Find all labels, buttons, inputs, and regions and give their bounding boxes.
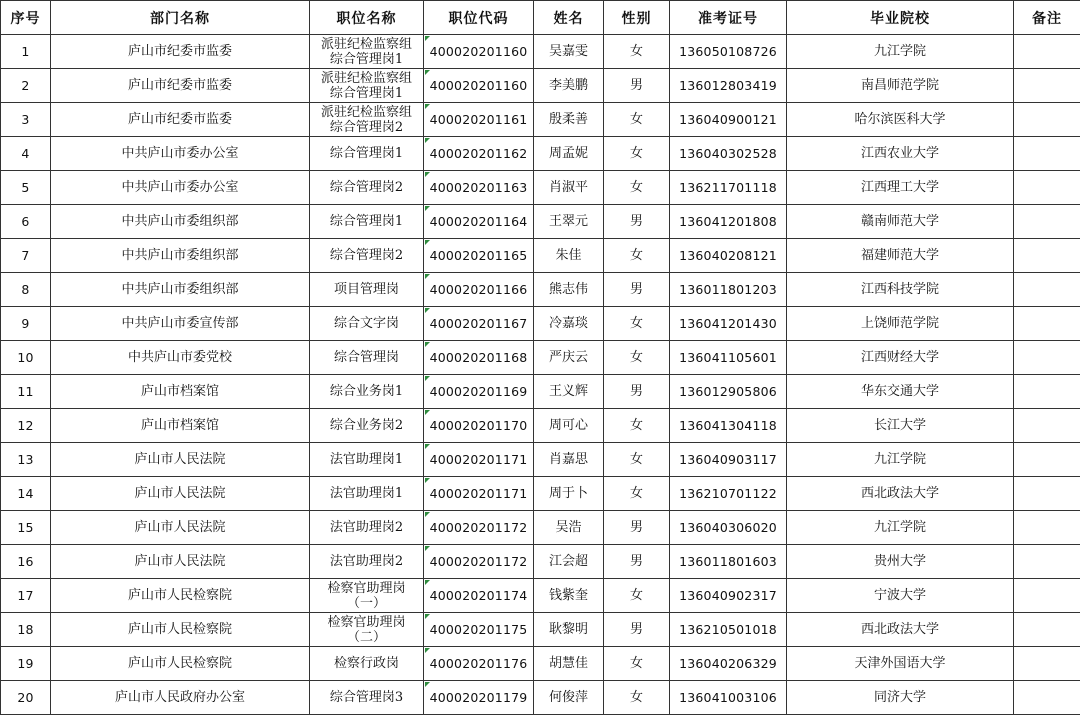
cell-position: 综合管理岗2: [310, 239, 424, 273]
cell-code: 400020201163: [424, 171, 534, 205]
cell-seq: 13: [1, 443, 51, 477]
cell-name: 朱佳: [534, 239, 604, 273]
cell-code: 400020201161: [424, 103, 534, 137]
cell-note: [1014, 681, 1080, 715]
cell-school: 西北政法大学: [787, 477, 1014, 511]
table-row: [1, 239, 1080, 273]
cell-position: 综合业务岗2: [310, 409, 424, 443]
cell-seq: 16: [1, 545, 51, 579]
cell-school: 上饶师范学院: [787, 307, 1014, 341]
cell-note: [1014, 477, 1080, 511]
cell-school: 九江学院: [787, 443, 1014, 477]
table-row: [1, 273, 1080, 307]
table-row: [1, 579, 1080, 613]
cell-note: [1014, 443, 1080, 477]
table-row: [1, 69, 1080, 103]
cell-school: 西北政法大学: [787, 613, 1014, 647]
cell-position: 检察官助理岗（二）: [310, 613, 424, 647]
cell-school: 福建师范大学: [787, 239, 1014, 273]
header-row: [1, 1, 1080, 35]
cell-ticket: 136210501018: [670, 613, 787, 647]
cell-position: 派驻纪检监察组综合管理岗2: [310, 103, 424, 137]
cell-dept: 庐山市人民检察院: [51, 613, 310, 647]
cell-position: 派驻纪检监察组综合管理岗1: [310, 35, 424, 69]
cell-code: 400020201169: [424, 375, 534, 409]
cell-ticket: 136012803419: [670, 69, 787, 103]
cell-note: [1014, 341, 1080, 375]
cell-ticket: 136012905806: [670, 375, 787, 409]
cell-code: 400020201172: [424, 545, 534, 579]
cell-note: [1014, 545, 1080, 579]
cell-code: 400020201176: [424, 647, 534, 681]
cell-seq: 14: [1, 477, 51, 511]
cell-seq: 6: [1, 205, 51, 239]
cell-position: 综合管理岗2: [310, 171, 424, 205]
cell-school: 华东交通大学: [787, 375, 1014, 409]
cell-name: 何俊萍: [534, 681, 604, 715]
cell-note: [1014, 273, 1080, 307]
cell-code: 400020201170: [424, 409, 534, 443]
cell-code: 400020201179: [424, 681, 534, 715]
cell-dept: 庐山市人民法院: [51, 545, 310, 579]
cell-seq: 7: [1, 239, 51, 273]
table-row: [1, 681, 1080, 715]
cell-code: 400020201160: [424, 35, 534, 69]
col-header-gender: 性别: [604, 1, 670, 35]
table-row: [1, 477, 1080, 511]
cell-code: 400020201168: [424, 341, 534, 375]
cell-ticket: 136040900121: [670, 103, 787, 137]
cell-gender: 男: [604, 205, 670, 239]
cell-name: 熊志伟: [534, 273, 604, 307]
col-header-position: 职位名称: [310, 1, 424, 35]
table-row: [1, 613, 1080, 647]
cell-gender: 男: [604, 69, 670, 103]
cell-name: 王翠元: [534, 205, 604, 239]
cell-name: 江会超: [534, 545, 604, 579]
cell-school: 天津外国语大学: [787, 647, 1014, 681]
cell-ticket: 136040206329: [670, 647, 787, 681]
cell-dept: 庐山市人民政府办公室: [51, 681, 310, 715]
cell-dept: 中共庐山市委党校: [51, 341, 310, 375]
cell-ticket: 136011801603: [670, 545, 787, 579]
cell-seq: 20: [1, 681, 51, 715]
cell-position: 检察行政岗: [310, 647, 424, 681]
table-row: [1, 35, 1080, 69]
cell-name: 钱紫奎: [534, 579, 604, 613]
cell-seq: 1: [1, 35, 51, 69]
cell-ticket: 136040903117: [670, 443, 787, 477]
cell-name: 肖淑平: [534, 171, 604, 205]
cell-gender: 女: [604, 681, 670, 715]
cell-dept: 中共庐山市委组织部: [51, 239, 310, 273]
cell-note: [1014, 137, 1080, 171]
cell-name: 周孟妮: [534, 137, 604, 171]
cell-note: [1014, 103, 1080, 137]
cell-note: [1014, 579, 1080, 613]
cell-name: 严庆云: [534, 341, 604, 375]
cell-dept: 庐山市档案馆: [51, 409, 310, 443]
cell-ticket: 136050108726: [670, 35, 787, 69]
col-header-seq: 序号: [1, 1, 51, 35]
cell-school: 九江学院: [787, 511, 1014, 545]
col-header-ticket: 准考证号: [670, 1, 787, 35]
cell-dept: 中共庐山市委办公室: [51, 137, 310, 171]
cell-seq: 3: [1, 103, 51, 137]
cell-gender: 男: [604, 613, 670, 647]
cell-code: 400020201165: [424, 239, 534, 273]
cell-school: 长江大学: [787, 409, 1014, 443]
cell-seq: 5: [1, 171, 51, 205]
cell-code: 400020201171: [424, 477, 534, 511]
cell-seq: 9: [1, 307, 51, 341]
cell-note: [1014, 511, 1080, 545]
table-row: [1, 171, 1080, 205]
col-header-name: 姓名: [534, 1, 604, 35]
cell-ticket: 136211701118: [670, 171, 787, 205]
col-header-note: 备注: [1014, 1, 1080, 35]
cell-note: [1014, 375, 1080, 409]
cell-note: [1014, 35, 1080, 69]
cell-name: 胡慧佳: [534, 647, 604, 681]
cell-gender: 女: [604, 171, 670, 205]
cell-ticket: 136040902317: [670, 579, 787, 613]
cell-position: 法官助理岗2: [310, 545, 424, 579]
cell-code: 400020201172: [424, 511, 534, 545]
cell-seq: 2: [1, 69, 51, 103]
cell-gender: 男: [604, 511, 670, 545]
cell-note: [1014, 171, 1080, 205]
table-row: [1, 205, 1080, 239]
cell-dept: 中共庐山市委组织部: [51, 205, 310, 239]
cell-note: [1014, 613, 1080, 647]
cell-position: 综合业务岗1: [310, 375, 424, 409]
cell-seq: 8: [1, 273, 51, 307]
cell-name: 吴嘉雯: [534, 35, 604, 69]
cell-note: [1014, 647, 1080, 681]
cell-gender: 男: [604, 545, 670, 579]
cell-dept: 庐山市档案馆: [51, 375, 310, 409]
cell-ticket: 136011801203: [670, 273, 787, 307]
cell-name: 周可心: [534, 409, 604, 443]
cell-dept: 庐山市人民检察院: [51, 647, 310, 681]
cell-gender: 男: [604, 273, 670, 307]
cell-code: 400020201162: [424, 137, 534, 171]
cell-dept: 庐山市人民法院: [51, 511, 310, 545]
cell-seq: 10: [1, 341, 51, 375]
cell-dept: 庐山市纪委市监委: [51, 69, 310, 103]
table-row: [1, 137, 1080, 171]
cell-ticket: 136041003106: [670, 681, 787, 715]
cell-seq: 12: [1, 409, 51, 443]
table-row: [1, 375, 1080, 409]
cell-name: 肖嘉思: [534, 443, 604, 477]
cell-position: 法官助理岗2: [310, 511, 424, 545]
cell-ticket: 136041105601: [670, 341, 787, 375]
cell-seq: 15: [1, 511, 51, 545]
cell-name: 耿黎明: [534, 613, 604, 647]
cell-position: 综合文字岗: [310, 307, 424, 341]
cell-school: 贵州大学: [787, 545, 1014, 579]
cell-school: 南昌师范学院: [787, 69, 1014, 103]
cell-gender: 女: [604, 341, 670, 375]
cell-dept: 中共庐山市委办公室: [51, 171, 310, 205]
table-row: [1, 341, 1080, 375]
table-row: [1, 647, 1080, 681]
cell-gender: 女: [604, 35, 670, 69]
table-row: [1, 443, 1080, 477]
cell-ticket: 136041201430: [670, 307, 787, 341]
cell-note: [1014, 409, 1080, 443]
cell-dept: 庐山市人民检察院: [51, 579, 310, 613]
cell-dept: 庐山市人民法院: [51, 443, 310, 477]
cell-dept: 中共庐山市委组织部: [51, 273, 310, 307]
cell-school: 江西农业大学: [787, 137, 1014, 171]
cell-dept: 庐山市人民法院: [51, 477, 310, 511]
table-row: [1, 409, 1080, 443]
cell-dept: 庐山市纪委市监委: [51, 103, 310, 137]
cell-position: 检察官助理岗（一）: [310, 579, 424, 613]
cell-gender: 女: [604, 443, 670, 477]
cell-note: [1014, 239, 1080, 273]
cell-name: 周于卜: [534, 477, 604, 511]
cell-ticket: 136040306020: [670, 511, 787, 545]
cell-gender: 男: [604, 375, 670, 409]
cell-school: 哈尔滨医科大学: [787, 103, 1014, 137]
col-header-school: 毕业院校: [787, 1, 1014, 35]
cell-dept: 庐山市纪委市监委: [51, 35, 310, 69]
cell-seq: 19: [1, 647, 51, 681]
cell-school: 江西科技学院: [787, 273, 1014, 307]
cell-code: 400020201175: [424, 613, 534, 647]
cell-position: 综合管理岗1: [310, 205, 424, 239]
cell-note: [1014, 307, 1080, 341]
col-header-code: 职位代码: [424, 1, 534, 35]
cell-code: 400020201174: [424, 579, 534, 613]
cell-code: 400020201171: [424, 443, 534, 477]
table-row: [1, 103, 1080, 137]
cell-position: 项目管理岗: [310, 273, 424, 307]
cell-note: [1014, 205, 1080, 239]
cell-seq: 17: [1, 579, 51, 613]
cell-position: 法官助理岗1: [310, 443, 424, 477]
cell-name: 王义辉: [534, 375, 604, 409]
cell-code: 400020201160: [424, 69, 534, 103]
col-header-dept: 部门名称: [51, 1, 310, 35]
cell-note: [1014, 69, 1080, 103]
cell-gender: 女: [604, 409, 670, 443]
cell-ticket: 136210701122: [670, 477, 787, 511]
cell-dept: 中共庐山市委宣传部: [51, 307, 310, 341]
cell-ticket: 136041304118: [670, 409, 787, 443]
cell-gender: 女: [604, 137, 670, 171]
cell-code: 400020201166: [424, 273, 534, 307]
cell-position: 派驻纪检监察组综合管理岗1: [310, 69, 424, 103]
cell-position: 法官助理岗1: [310, 477, 424, 511]
cell-name: 吴浩: [534, 511, 604, 545]
cell-seq: 18: [1, 613, 51, 647]
cell-ticket: 136040302528: [670, 137, 787, 171]
cell-gender: 女: [604, 579, 670, 613]
cell-name: 殷柔善: [534, 103, 604, 137]
cell-school: 江西财经大学: [787, 341, 1014, 375]
cell-gender: 女: [604, 307, 670, 341]
cell-school: 宁波大学: [787, 579, 1014, 613]
cell-school: 同济大学: [787, 681, 1014, 715]
cell-school: 九江学院: [787, 35, 1014, 69]
table-row: [1, 511, 1080, 545]
table-row: [1, 307, 1080, 341]
cell-ticket: 136040208121: [670, 239, 787, 273]
cell-position: 综合管理岗: [310, 341, 424, 375]
cell-gender: 女: [604, 647, 670, 681]
cell-code: 400020201164: [424, 205, 534, 239]
cell-seq: 11: [1, 375, 51, 409]
cell-gender: 女: [604, 103, 670, 137]
cell-gender: 女: [604, 239, 670, 273]
cell-name: 冷嘉琰: [534, 307, 604, 341]
cell-ticket: 136041201808: [670, 205, 787, 239]
cell-gender: 女: [604, 477, 670, 511]
table-row: [1, 545, 1080, 579]
cell-seq: 4: [1, 137, 51, 171]
cell-position: 综合管理岗1: [310, 137, 424, 171]
cell-school: 赣南师范大学: [787, 205, 1014, 239]
cell-name: 李美鹏: [534, 69, 604, 103]
cell-school: 江西理工大学: [787, 171, 1014, 205]
cell-position: 综合管理岗3: [310, 681, 424, 715]
cell-code: 400020201167: [424, 307, 534, 341]
